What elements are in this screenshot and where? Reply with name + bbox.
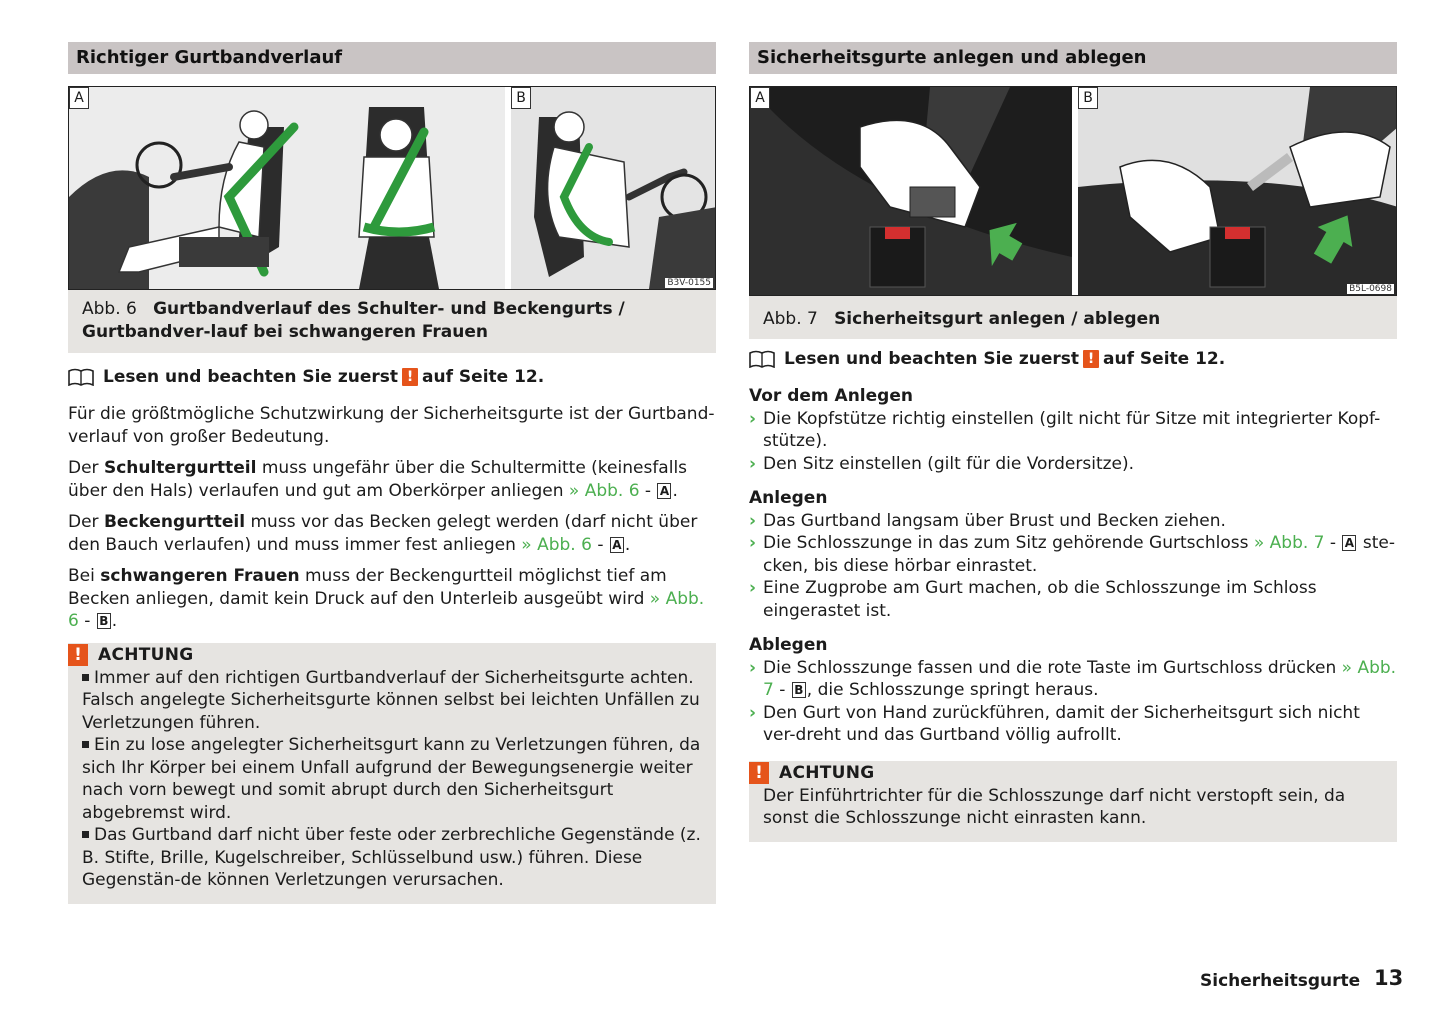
step-item [749,453,1397,476]
text: Die Schlosszunge fassen und die rote Taste im Gurtschloss drücken [763,657,1337,678]
caption-number: Abb. 7 [763,309,818,329]
figure-letter: A [657,483,671,499]
buckle-illustration [750,87,1397,295]
warning-title: ACHTUNG [779,762,875,783]
term-schwangere-frauen: schwangeren Frauen [100,566,300,586]
text: muss ungefähr über die Schultermitte (keinesfalls über den Hals) verlaufen und gut am Oberkörper anliegen [68,458,688,501]
xref-abb-7[interactable]: » Abb. 7 [763,657,1397,700]
figure-label-b: B [1078,87,1098,109]
warning-box [749,761,1397,842]
step-text: Die Schlosszunge fassen und die rote Taste im Gurtschloss drücken » Abb. 7 - B , die Schlosszunge springt heraus. [763,657,1397,700]
xref-abb-6[interactable]: » Abb. 6 [68,588,705,631]
bullet-square-icon [82,674,89,681]
caption-title: Gurtbandverlauf des Schulter- und Beckengurts / Gurtbandver-lauf bei schwangeren Frauen [82,299,625,342]
figure-caption [749,296,1397,339]
warning-item-text: Das Gurtband darf nicht über feste oder zerbrechliche Gegenstände (z. B. Stifte, Brille, Kugelschreiber, Schlüsselbund usw.) führen. Diese Gegenstän-de können Verletzungen verursachen. [82,825,701,890]
read-first-prefix: Lesen und beachten Sie zuerst [784,349,1080,369]
xref-abb-6[interactable]: » Abb. 6 [568,480,640,501]
xref-abb-7[interactable]: » Abb. 7 [1253,533,1325,553]
figure-abb-7 [749,86,1397,296]
warning-item-text: Ein zu lose angelegter Sicherheitsgurt kann zu Verletzungen führen, da sich Ihr Körper bei einem Unfall aufgrund der Bewegungsenergie weiter nach vorn bewegt und somit abrupt durch den Sicherheitsgurt abgebremst wird. [82,735,701,823]
footer-chapter-title: Sicherheitsgurte [1200,971,1361,991]
step-text: Die Kopfstütze richtig einstellen (gilt nicht für Sitze mit integrierter Kopf-stütze). [763,408,1381,451]
text: Der [68,458,99,478]
step-item [749,657,1397,702]
warning-item-text: Immer auf den richtigen Gurtbandverlauf der Sicherheitsgurte achten. Falsch angelegte Sicherheitsgurte können selbst bei leichten Unfällen zu Verletzungen führen. [82,667,700,733]
step-text: Den Gurt von Hand zurückführen, damit der Sicherheitsgurt sich nicht ver-dreht und das Gurtband völlig aufrollt. [763,702,1360,745]
step-text: Den Sitz einstellen (gilt für die Vordersitze). [763,453,1135,474]
figure-label-a: A [750,87,770,109]
warning-text: Der Einführtrichter für die Schlosszunge darf nicht verstopft sein, da sonst die Schlosszunge nicht einrasten kann. [763,785,1346,828]
warning-mark-icon: ! [1083,350,1099,368]
xref-abb-6[interactable]: » Abb. 6 [521,534,592,555]
paragraph-schultergurt: Der Schultergurtteil muss ungefähr über die Schultermitte (keinesfalls über den Hals) verlaufen und gut am Oberkörper anliegen » Abb. 6 - A . [68,458,688,501]
warning-item [82,734,702,824]
page-number: 13 [1374,966,1404,990]
warning-header [749,761,1383,785]
text: muss vor das Becken gelegt werden (darf nicht über den Bauch verlaufen) und muss immer fest anliegen [68,512,698,555]
chevron-right-icon: › [749,657,757,678]
warning-box [68,643,716,904]
step-item [749,702,1397,747]
figure-letter: A [1342,535,1356,551]
step-text: Eine Zugprobe am Gurt machen, ob die Schlosszunge im Schloss eingerastet ist. [763,578,1317,621]
section-title-anlegen-ablegen: Sicherheitsgurte anlegen und ablegen [749,42,1397,74]
figure-code: B3V-0155 [667,278,711,288]
step-text: Das Gurtband langsam über Brust und Becken ziehen. [763,510,1226,531]
caption-title: Sicherheitsgurt anlegen / ablegen [834,309,1161,329]
term-beckengurtteil: Beckengurtteil [103,512,246,532]
warning-icon: ! [749,762,769,784]
warning-icon: ! [68,644,88,666]
left-column [68,42,716,904]
paragraph-schwangere: Bei schwangeren Frauen muss der Beckengurtteil möglichst tief am Becken anliegen, damit kein Druck auf den Unterleib ausgeübt wird » Abb. 6 - B . [68,566,705,631]
chevron-right-icon: › [749,510,757,531]
bullet-square-icon [82,741,89,748]
step-item [749,510,1397,533]
term-schultergurtteil: Schultergurtteil [103,458,257,478]
text: Der [68,512,99,532]
step-item [749,408,1397,453]
bullet-square-icon [82,831,89,838]
chevron-right-icon: › [749,453,757,474]
subheading-anlegen: Anlegen [749,488,828,508]
read-first-prefix: Lesen und beachten Sie zuerst [103,367,399,387]
warning-item [82,824,702,892]
text: , die Schlosszunge springt heraus. [806,680,1099,700]
figure-letter: B [792,682,806,698]
step-item [749,577,1397,622]
chevron-right-icon: › [749,702,757,723]
book-icon [68,368,94,386]
text: Die Schlosszunge in das zum Sitz gehörende Gurtschloss [763,533,1249,553]
warning-mark-icon: ! [402,368,418,386]
read-first-link[interactable]: auf Seite 12. [422,367,545,387]
subheading-vor-dem-anlegen: Vor dem Anlegen [749,386,913,406]
chevron-right-icon: › [749,533,757,553]
text: ste-cken, bis diese hörbar einrastet. [763,533,1395,576]
warning-item [82,667,702,735]
caption-number: Abb. 6 [82,299,137,319]
text: muss der Beckengurtteil möglichst tief am Becken anliegen, damit kein Druck auf den Unterleib ausgeübt wird [68,566,667,609]
paragraph-beckengurt: Der Beckengurtteil muss vor das Becken gelegt werden (darf nicht über den Bauch verlaufen) und muss immer fest anliegen » Abb. 6 - A . [68,512,698,555]
read-first-link[interactable]: auf Seite 12. [1103,349,1226,369]
chevron-right-icon: › [749,578,757,598]
read-first-note [749,349,1397,369]
figure-label-a: A [69,87,89,109]
figure-label-b: B [511,87,531,109]
text: Bei [68,566,95,586]
paragraph-intro: Für die größtmögliche Schutzwirkung der Sicherheitsgurte ist der Gurtband-verlauf von großer Bedeutung. [68,404,715,447]
right-column [749,42,1397,842]
step-item [749,532,1397,577]
figure-letter: A [610,537,624,553]
section-title-gurtbandverlauf: Richtiger Gurtbandverlauf [68,42,716,74]
step-text: Die Schlosszunge in das zum Sitz gehörende Gurtschloss » Abb. 7 - A ste-cken, bis diese hörbar einrastet. [763,533,1395,576]
figure-caption [68,290,716,353]
figure-abb-6 [68,86,716,290]
warning-header [68,643,702,667]
book-icon [749,350,775,368]
read-first-note [68,367,716,387]
seatbelt-routing-illustration [69,87,716,289]
subheading-ablegen: Ablegen [749,635,828,655]
figure-letter: B [97,613,111,629]
figure-code: B5L-0698 [1349,284,1392,294]
chevron-right-icon: › [749,408,757,429]
warning-title: ACHTUNG [98,644,194,665]
